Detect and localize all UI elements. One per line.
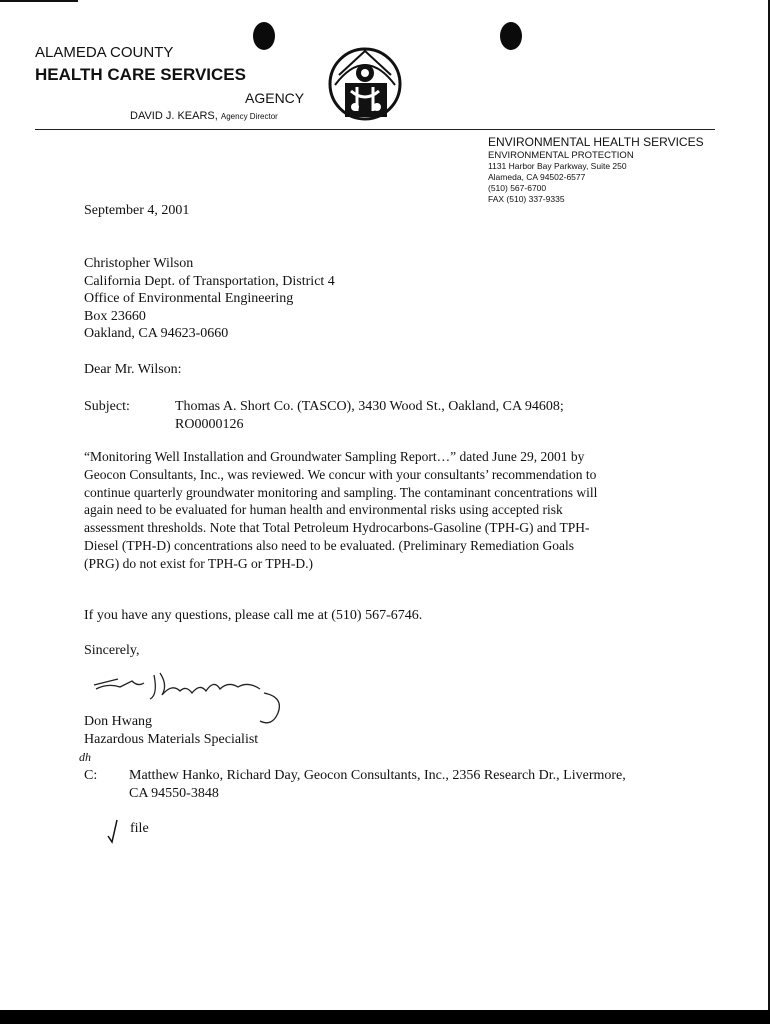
recipient-line: Box 23660	[84, 308, 146, 324]
letter-date: September 4, 2001	[84, 203, 190, 218]
file-note: file	[130, 821, 149, 836]
signer-name: Don Hwang	[84, 714, 153, 729]
cc-line: CA 94550-3848	[129, 785, 219, 801]
recipient-name: Christopher Wilson	[84, 256, 194, 271]
typist-initials: dh	[79, 750, 91, 764]
agency-label: AGENCY	[245, 90, 305, 106]
closing: Sincerely,	[84, 643, 140, 658]
scan-bottom-band	[0, 1010, 770, 1024]
recipient-line: California Dept. of Transportation, District 4	[84, 273, 335, 289]
subject-label: Subject:	[84, 399, 130, 414]
department-block	[488, 135, 704, 205]
director-line	[130, 110, 278, 122]
cc-label: C:	[84, 768, 98, 783]
signer-title: Hazardous Materials Specialist	[84, 732, 259, 747]
body-paragraph	[84, 448, 597, 573]
department-title: ENVIRONMENTAL HEALTH SERVICES	[488, 135, 704, 149]
department-name: HEALTH CARE SERVICES	[35, 65, 246, 84]
recipient-line: Office of Environmental Engineering	[84, 291, 294, 306]
county-seal-logo-icon	[325, 45, 405, 123]
department-fax: FAX (510) 337-9335	[488, 194, 565, 204]
subject-line: Thomas A. Short Co. (TASCO), 3430 Wood St., Oakland, CA 94608;	[175, 399, 564, 414]
body-line: continue quarterly groundwater monitoring and sampling. The contaminant concentrations will	[84, 484, 598, 500]
letterhead-divider	[35, 129, 715, 130]
director-name: DAVID J. KEARS,	[130, 110, 218, 122]
salutation: Dear Mr. Wilson:	[84, 362, 182, 377]
county-name: ALAMEDA COUNTY	[35, 44, 174, 61]
contact-sentence: If you have any questions, please call me at (510) 567-6746.	[84, 608, 423, 623]
body-line: Geocon Consultants, Inc., was reviewed. We concur with your consultants’ recommendation to	[84, 466, 597, 482]
cc-recipients	[129, 767, 626, 802]
scan-top-rule	[0, 0, 78, 2]
division-title: ENVIRONMENTAL PROTECTION	[488, 150, 634, 161]
checkmark-icon	[106, 818, 120, 844]
department-phone: (510) 567-6700	[488, 183, 547, 193]
subject-text	[175, 398, 564, 433]
body-line: “Monitoring Well Installation and Groundwater Sampling Report…” dated June 29, 2001 by	[84, 449, 585, 464]
recipient-line: Oakland, CA 94623-0660	[84, 326, 229, 341]
recipient-address	[84, 255, 335, 343]
director-title: Agency Director	[220, 112, 278, 121]
punch-hole-mark	[500, 22, 522, 50]
punch-hole-mark	[253, 22, 275, 50]
department-address: 1131 Harbor Bay Parkway, Suite 250	[488, 161, 627, 171]
body-line: Diesel (TPH-D) concentrations also need to be evaluated. (Preliminary Remediation Goals	[84, 537, 574, 553]
body-line: assessment thresholds. Note that Total Petroleum Hydrocarbons-Gasoline (TPH-G) and TPH-	[84, 520, 590, 536]
cc-line: Matthew Hanko, Richard Day, Geocon Consultants, Inc., 2356 Research Dr., Livermore,	[129, 768, 626, 783]
body-line: (PRG) do not exist for TPH-G or TPH-D.)	[84, 555, 313, 571]
department-city: Alameda, CA 94502-6577	[488, 172, 586, 182]
body-line: again need to be evaluated for human health and environmental risks using accepted risk	[84, 502, 563, 518]
subject-line: RO0000126	[175, 416, 244, 432]
